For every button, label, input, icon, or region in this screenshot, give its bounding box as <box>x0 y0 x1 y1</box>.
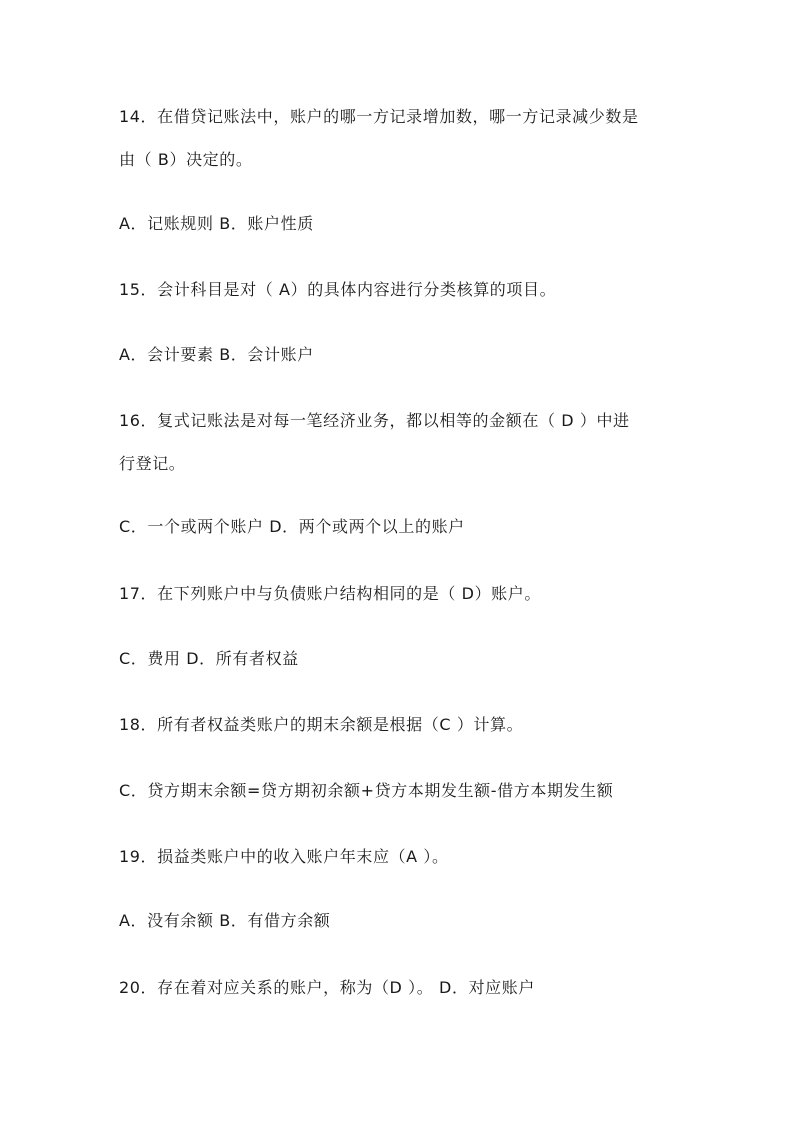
question-15-options: A．会计要素 B．会计账户 <box>119 345 314 364</box>
question-17: 17．在下列账户中与负债账户结构相同的是（ D）账户。 <box>119 584 541 603</box>
question-14-line-2: 由（ B）决定的。 <box>119 150 253 169</box>
question-16-line-2: 行登记。 <box>119 454 186 473</box>
question-14-line-1: 14．在借贷记账法中，账户的哪一方记录增加数，哪一方记录减少数是 <box>119 107 639 126</box>
question-20: 20．存在着对应关系的账户，称为（D ）。 D．对应账户 <box>119 978 535 997</box>
question-16-line-1: 16．复式记账法是对每一笔经济业务，都以相等的金额在（ D ）中进 <box>119 411 630 430</box>
question-18-options: C．贷方期末余额=贷方期初余额+贷方本期发生额-借方本期发生额 <box>119 781 614 800</box>
question-18: 18．所有者权益类账户的期末余额是根据（C ）计算。 <box>119 715 524 734</box>
question-14-options: A．记账规则 B．账户性质 <box>119 214 314 233</box>
question-15: 15．会计科目是对（ A）的具体内容进行分类核算的项目。 <box>119 280 557 299</box>
question-19-options: A．没有余额 B．有借方余额 <box>119 911 331 930</box>
question-16-options: C．一个或两个账户 D．两个或两个以上的账户 <box>119 517 465 536</box>
question-17-options: C．费用 D．所有者权益 <box>119 649 299 668</box>
question-19: 19．损益类账户中的收入账户年末应（A ）。 <box>119 847 449 866</box>
